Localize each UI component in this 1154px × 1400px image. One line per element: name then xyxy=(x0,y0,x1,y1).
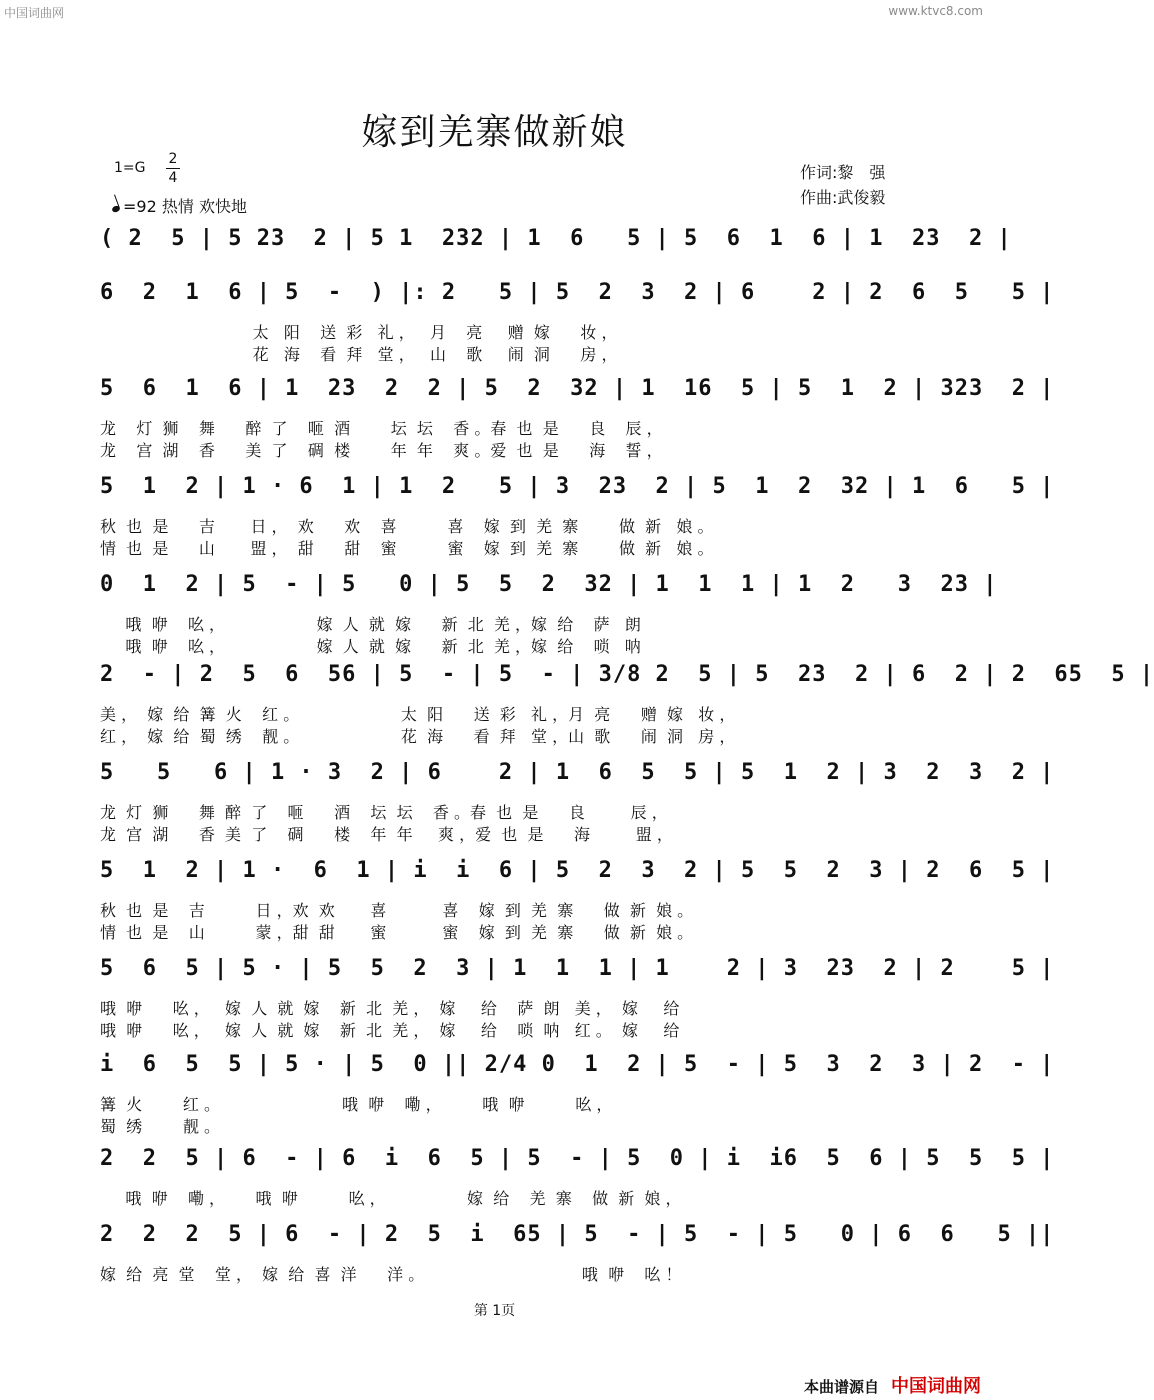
lyric-line: 情 也 是 山 蒙 ，甜 甜 蜜 蜜 嫁 到 羌 寨 做 新 娘 。 xyxy=(100,923,694,942)
lyric-line: 秋 也 是 吉 日 ， 欢 欢 喜 喜 嫁 到 羌 寨 做 新 娘 。 xyxy=(100,517,714,536)
watermark-left: 中国词曲网 xyxy=(4,6,65,20)
tempo-marking xyxy=(112,194,247,217)
song-title: 嫁到羌寨做新娘 xyxy=(361,112,628,153)
notation-line xyxy=(100,572,998,606)
notation-text: 2 - | 2 5 6 56 | 5 - | 5 - | 3/8 2 5 | 5 23 2 | 6 2 | 2 65 5 | xyxy=(100,662,1154,687)
lyric-line: 哦 咿 吆 ， 嫁 人 就 嫁 新 北 羌 ， 嫁 给 唢 呐 红 。 嫁 给 xyxy=(100,1021,680,1040)
notation-line xyxy=(100,1146,1055,1180)
lyric-line: 龙 宫 湖 香 美 了 碉 楼 年 年 爽 。爱 也 是 海 誓 ， xyxy=(100,441,663,460)
time-sig-bottom: 4 xyxy=(168,170,178,186)
quarter-note-icon xyxy=(111,205,121,213)
lyricist-credit: 作词:黎 强 xyxy=(800,163,886,182)
notation-text: 2 2 5 | 6 - | 6 i 6 5 | 5 - | 5 0 | i i6 5 6 | 5 5 5 | xyxy=(100,1146,1055,1171)
notation-line xyxy=(100,956,1055,990)
notation-text: 5 5 6 | 1 · 3 2 | 6 2 | 1 6 5 5 | 5 1 2 | 3 2 3 2 | xyxy=(100,760,1055,785)
lyric-line: 哦 咿 吆 ， 嫁 人 就 嫁 新 北 羌 ， 嫁 给 萨 朗 美 ， 嫁 给 xyxy=(100,999,680,1018)
notation-text: 2 2 2 5 | 6 - | 2 5 i 65 | 5 - | 5 - | 5 0 | 6 6 5 || xyxy=(100,1222,1055,1247)
lyric-line: 哦 咿 吆 ， 嫁 人 就 嫁 新 北 羌 ，嫁 给 唢 呐 xyxy=(100,637,641,656)
notation-line xyxy=(100,662,1154,696)
notation-line xyxy=(100,226,1012,260)
lyric-line: 太 阳 送 彩 礼 ， 月 亮 赠 嫁 妆 ， xyxy=(100,323,618,342)
watermark-right: www.ktvc8.com xyxy=(888,4,983,18)
page-number: 第 1页 xyxy=(473,1303,516,1319)
notation-text: 5 6 1 6 | 1 23 2 2 | 5 2 32 | 1 16 5 | 5 1 2 | 323 2 | xyxy=(100,376,1055,401)
notation-line xyxy=(100,858,1055,892)
source-site: 中国词曲网 xyxy=(891,1376,981,1397)
lyric-line: 蜀 绣 靓 。 xyxy=(100,1117,220,1136)
notation-line xyxy=(100,474,1055,508)
tempo-text: =92 热情 欢快地 xyxy=(123,197,247,216)
source-label: 本曲谱源自 xyxy=(803,1378,879,1396)
notation-line xyxy=(100,1222,1055,1256)
notation-line xyxy=(100,760,1055,794)
time-signature xyxy=(166,150,180,187)
notation-text: 5 1 2 | 1 · 6 1 | 1 2 5 | 3 23 2 | 5 1 2 32 | 1 6 5 | xyxy=(100,474,1055,499)
lyric-line: 龙 灯 狮 舞 醉 了 咂 酒 坛 坛 香 。春 也 是 良 辰 ， xyxy=(100,419,663,438)
notation-line xyxy=(100,376,1055,410)
notation-text: ( 2 5 | 5 23 2 | 5 1 232 | 1 6 5 | 5 6 1 6 | 1 23 2 | xyxy=(100,226,1012,251)
notation-line xyxy=(100,280,1055,314)
lyric-line: 篝 火 红 。 哦 咿 嘞 ， 哦 咿 吆 ， xyxy=(100,1095,613,1114)
notation-text: 0 1 2 | 5 - | 5 0 | 5 5 2 32 | 1 1 1 | 1 2 3 23 | xyxy=(100,572,998,597)
lyric-line: 美 ， 嫁 给 篝 火 红 。 太 阳 送 彩 礼 ，月 亮 赠 嫁 妆 ， xyxy=(100,705,736,724)
notation-text: 6 2 1 6 | 5 - ) |: 2 5 | 5 2 3 2 | 6 2 | 2 6 5 5 | xyxy=(100,280,1055,305)
lyric-line: 嫁 给 亮 堂 堂 ， 嫁 给 喜 洋 洋 。 哦 咿 吆 ！ xyxy=(100,1265,682,1284)
notation-text: 5 1 2 | 1 · 6 1 | i i 6 | 5 2 3 2 | 5 5 2 3 | 2 6 5 | xyxy=(100,858,1055,883)
lyric-line: 红 ， 嫁 给 蜀 绣 靓 。 花 海 看 拜 堂 ，山 歌 闹 洞 房 ， xyxy=(100,727,736,746)
key-signature: 1=G xyxy=(114,160,146,176)
lyric-line: 情 也 是 山 盟 ， 甜 甜 蜜 蜜 嫁 到 羌 寨 做 新 娘 。 xyxy=(100,539,714,558)
lyric-line: 龙 灯 狮 舞 醉 了 咂 酒 坛 坛 香 。春 也 是 良 辰 ， xyxy=(100,803,668,822)
notation-text: 5 6 5 | 5 · | 5 5 2 3 | 1 1 1 | 1 2 | 3 23 2 | 2 5 | xyxy=(100,956,1055,981)
lyric-line: 龙 宫 湖 香 美 了 碉 楼 年 年 爽 ，爱 也 是 海 盟 ， xyxy=(100,825,673,844)
lyric-line: 哦 咿 吆 ， 嫁 人 就 嫁 新 北 羌 ，嫁 给 萨 朗 xyxy=(100,615,641,634)
lyric-line: 秋 也 是 吉 日 ，欢 欢 喜 喜 嫁 到 羌 寨 做 新 娘 。 xyxy=(100,901,694,920)
lyric-line: 花 海 看 拜 堂 ， 山 歌 闹 洞 房 ， xyxy=(100,345,618,364)
notation-text: i 6 5 5 | 5 · | 5 0 || 2/4 0 1 2 | 5 - | 5 3 2 3 | 2 - | xyxy=(100,1052,1055,1077)
time-sig-top: 2 xyxy=(166,150,180,169)
composer-credit: 作曲:武俊毅 xyxy=(800,188,886,207)
notation-line xyxy=(100,1052,1055,1086)
lyric-line: 哦 咿 嘞 ， 哦 咿 吆 ， 嫁 给 羌 寨 做 新 娘 ， xyxy=(100,1189,682,1208)
